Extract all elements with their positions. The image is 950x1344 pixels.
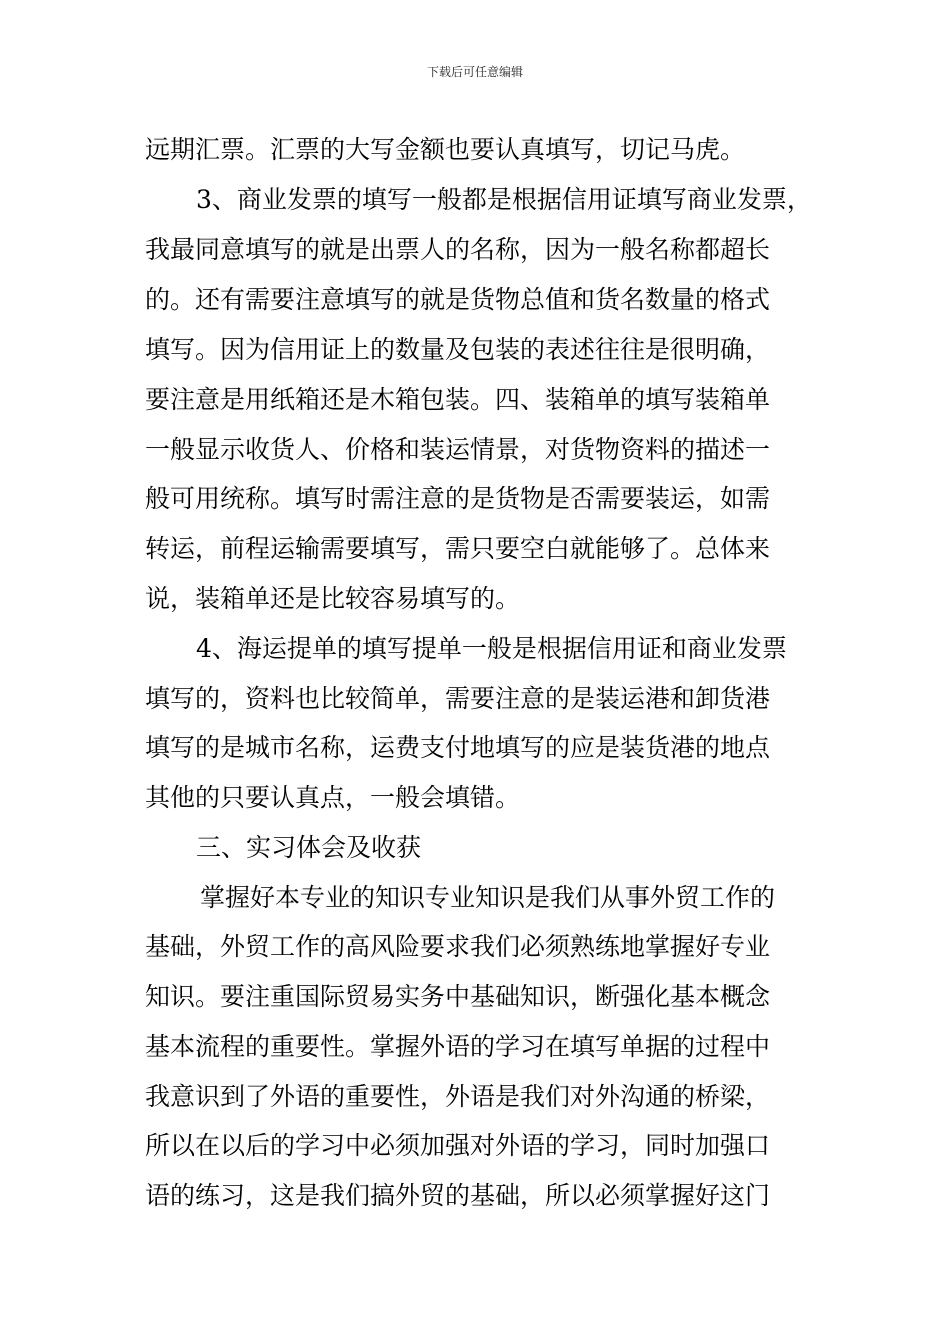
page-header: 下载后可任意编辑 bbox=[426, 65, 523, 79]
body-line: 语的练习，这是我们搞外贸的基础，所以必须掌握好这门 bbox=[145, 1181, 771, 1210]
body-line: 4、海运提单的填写提单一般是根据信用证和商业发票 bbox=[196, 634, 787, 663]
body-line: 的。还有需要注意填写的就是货物总值和货名数量的格式 bbox=[145, 285, 771, 314]
body-line: 远期汇票。汇票的大写金额也要认真填写，切记马虎。 bbox=[145, 135, 746, 164]
body-line: 基础，外贸工作的高风险要求我们必须熟练地掌握好专业 bbox=[145, 932, 771, 961]
body-line: 我意识到了外语的重要性，外语是我们对外沟通的桥梁， bbox=[145, 1082, 771, 1111]
body-line: 填写。因为信用证上的数量及包装的表述往往是很明确， bbox=[145, 335, 771, 364]
body-line: 般可用统称。填写时需注意的是货物是否需要装运，如需 bbox=[145, 484, 771, 513]
body-line: 填写的是城市名称，运费支付地填写的应是装货港的地点 bbox=[145, 733, 771, 762]
body-line: 一般显示收货人、价格和装运情景，对货物资料的描述一 bbox=[145, 435, 771, 464]
body-line: 说，装箱单还是比较容易填写的。 bbox=[145, 584, 521, 613]
body-line: 转运，前程运输需要填写，需只要空白就能够了。总体来 bbox=[145, 534, 771, 563]
body-line: 基本流程的重要性。掌握外语的学习在填写单据的过程中 bbox=[145, 1032, 771, 1061]
body-line: 知识。要注重国际贸易实务中基础知识，断强化基本概念 bbox=[145, 982, 771, 1011]
body-line: 要注意是用纸箱还是木箱包装。四、装箱单的填写装箱单 bbox=[145, 385, 771, 414]
body-line: 所以在以后的学习中必须加强对外语的学习，同时加强口 bbox=[145, 1131, 771, 1160]
body-line: 其他的只要认真点，一般会填错。 bbox=[145, 783, 521, 812]
body-line: 填写的，资料也比较简单，需要注意的是装运港和卸货港 bbox=[145, 684, 771, 713]
body-line: 掌握好本专业的知识专业知识是我们从事外贸工作的 bbox=[200, 883, 776, 912]
body-line: 我最同意填写的就是出票人的名称，因为一般名称都超长 bbox=[145, 235, 771, 264]
body-line: 3、商业发票的填写一般都是根据信用证填写商业发票， bbox=[196, 185, 812, 214]
section-heading: 三、实习体会及收获 bbox=[196, 833, 422, 862]
